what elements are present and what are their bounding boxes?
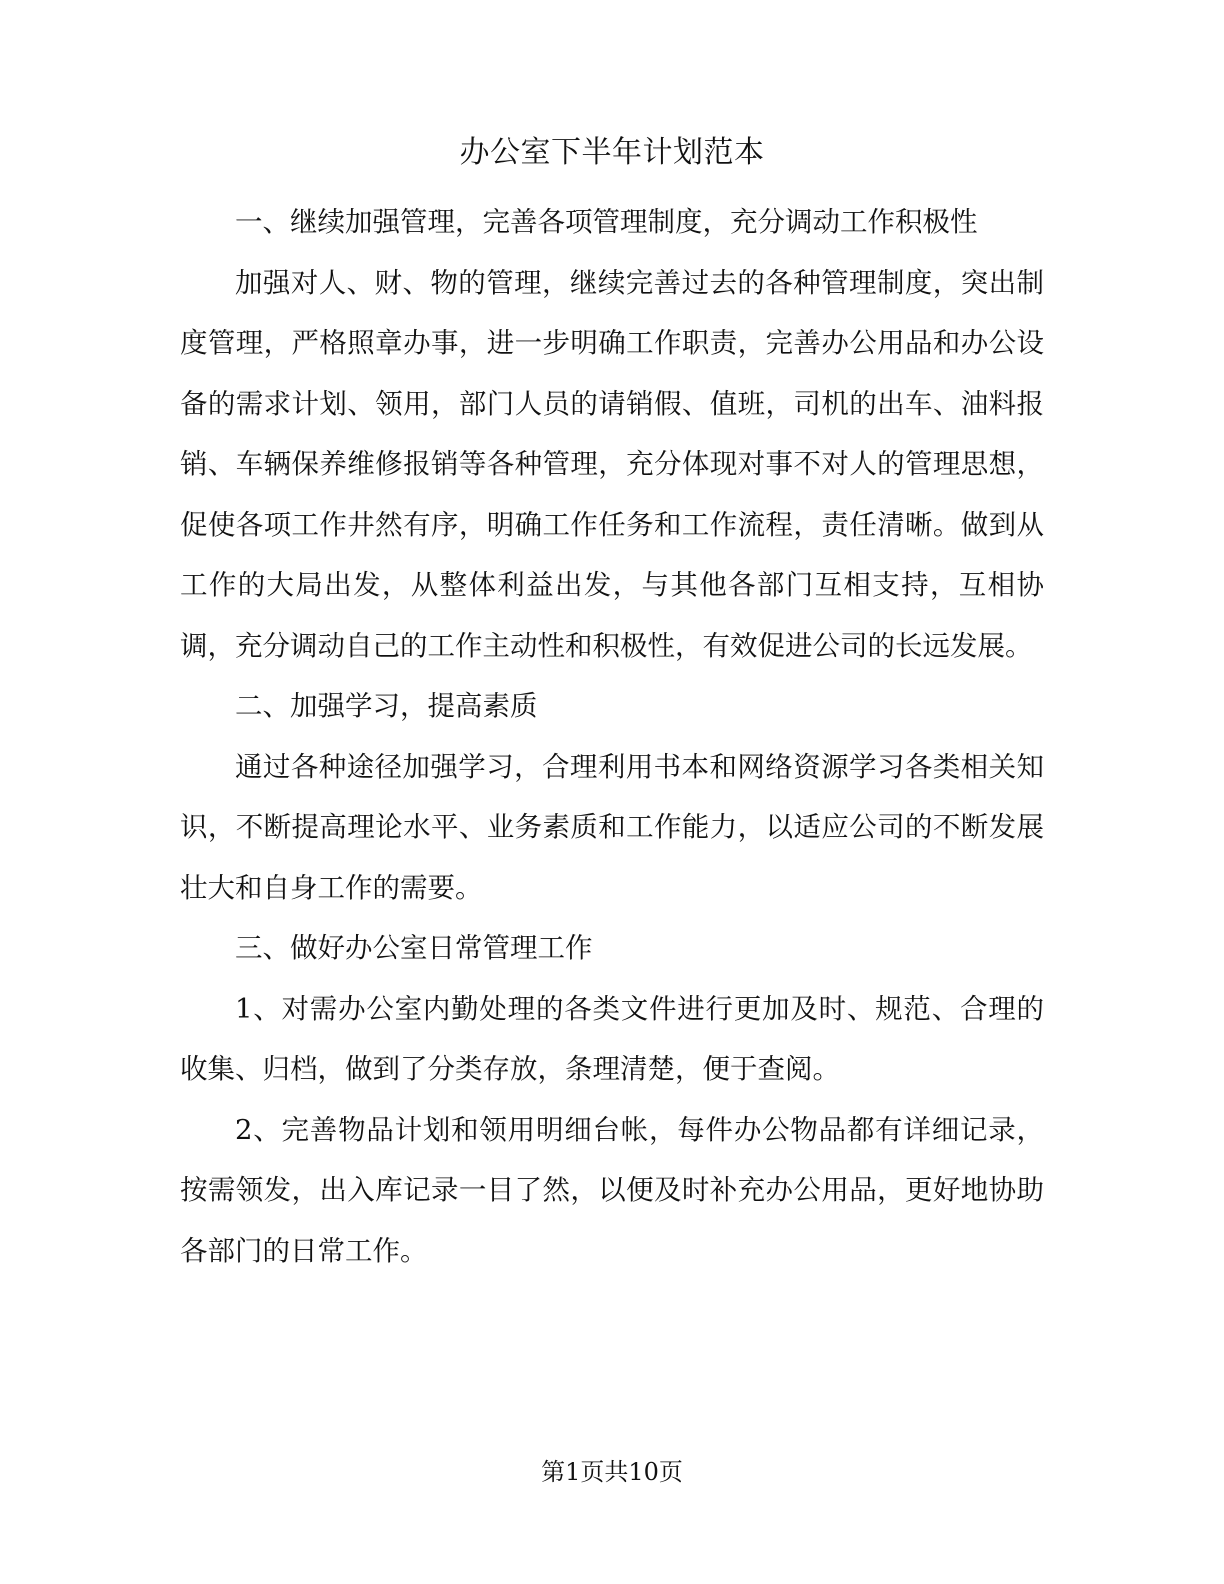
paragraph-item-2: 2、完善物品计划和领用明细台帐，每件办公物品都有详细记录，按需领发，出入库记录一目了然，以便及时补充办公用品，更好地协助各部门的日常工作。 xyxy=(180,1113,1044,1267)
paragraph-item-1: 1、对需办公室内勤处理的各类文件进行更加及时、规范、合理的收集、归档，做到了分类存放，条理清楚，便于查阅。 xyxy=(180,992,1044,1085)
paragraph-management: 加强对人、财、物的管理，继续完善过去的各种管理制度，突出制度管理，严格照章办事，进一步明确工作职责，完善办公用品和办公设备的需求计划、领用，部门人员的请销假、值班，司机的出车、油料报销、车辆保养维修报销等各种管理，充分体现对事不对人的管理思想，促使各项工作井然有序，明确工作任务和工作流程，责任清晰。做到从工作的大局出发，从整体利益出发，与其他各部门互相支持，互相协调，充分调动自己的工作主动性和积极性，有效促进公司的长远发展。 xyxy=(180,266,1044,662)
paragraph-learning: 通过各种途径加强学习，合理利用书本和网络资源学习各类相关知识，不断提高理论水平、业务素质和工作能力，以适应公司的不断发展壮大和自身工作的需要。 xyxy=(180,750,1044,904)
document-title: 办公室下半年计划范本 xyxy=(459,135,765,170)
section-heading-2: 二、加强学习，提高素质 xyxy=(235,690,538,722)
page-number: 第1页共10页 xyxy=(541,1458,683,1486)
section-heading-3: 三、做好办公室日常管理工作 xyxy=(235,932,593,964)
section-heading-1: 一、继续加强管理，完善各项管理制度，充分调动工作积极性 xyxy=(235,206,978,238)
document-body xyxy=(180,192,1044,1281)
